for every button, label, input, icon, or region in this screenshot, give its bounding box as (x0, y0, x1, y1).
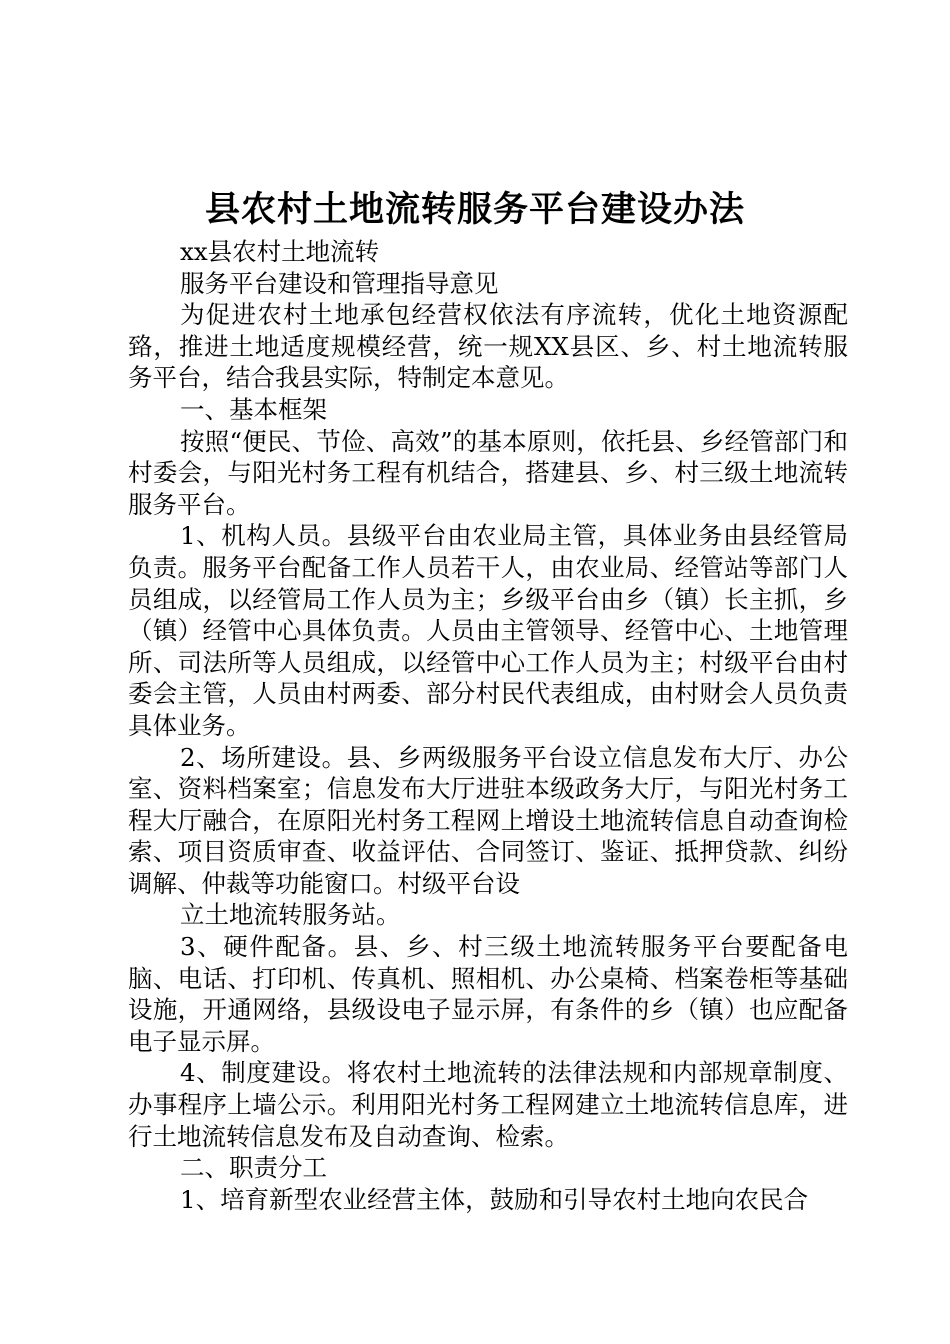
paragraph: xx县农村土地流转 (180, 237, 380, 266)
paragraph: 立土地流转服务站。 (180, 900, 401, 930)
paragraph: 2、场所建设。县、乡两级服务平台设立信息发布大厅、办公室、资料档案室；信息发布大厅进驻本级政务大厅，与阳光村务工程大厅融合，在原阳光村务工程网上增设土地流转信息自动查询检索、项目资质审查、收益评估、合同签订、鉴证、抵押贷款、纠纷调解、仲裁等功能窗口。村级平台设 (128, 742, 848, 898)
document-body (128, 236, 848, 1215)
document-title: 县农村土地流转服务平台建设办法 (204, 189, 745, 230)
paragraph: 4、制度建设。将农村土地流转的法律法规和内部规章制度、办事程序上墙公示。利用阳光村务工程网建立土地流转信息库，进行土地流转信息发布及自动查询、检索。 (128, 1058, 848, 1151)
paragraph: 1、机构人员。县级平台由农业局主管，具体业务由县经管局负责。服务平台配备工作人员若干人，由农业局、经管站等部门人员组成，以经管局工作人员为主；乡级平台由乡（镇）长主抓，乡（镇）经管中心具体负责。人员由主管领导、经管中心、土地管理所、司法所等人员组成，以经管中心工作人员为主；村级平台由村委会主管，人员由村两委、部分村民代表组成，由村财会人员负责具体业务。 (128, 521, 848, 740)
paragraph: 按照“便民、节俭、高效”的基本原则，依托县、乡经管部门和村委会，与阳光村务工程有机结合，搭建县、乡、村三级土地流转服务平台。 (128, 426, 848, 519)
paragraph: 服务平台建设和管理指导意见 (180, 268, 499, 298)
section-heading: 一、基本框架 (180, 394, 327, 424)
paragraph: 3、硬件配备。县、乡、村三级土地流转服务平台要配备电脑、电话、打印机、传真机、照相机、办公桌椅、档案卷柜等基础设施，开通网络，县级设电子显示屏，有条件的乡（镇）也应配备电子显示屏。 (128, 932, 848, 1056)
paragraph: 为促进农村土地承包经营权依法有序流转，优化土地资源配臵，推进土地适度规模经营，统一规XX县区、乡、村土地流转服务平台，结合我县实际，特制定本意见。 (128, 300, 848, 393)
paragraph: 1、培育新型农业经营主体，鼓励和引导农村土地向农民合 (180, 1184, 809, 1214)
section-heading: 二、职责分工 (180, 1153, 327, 1183)
